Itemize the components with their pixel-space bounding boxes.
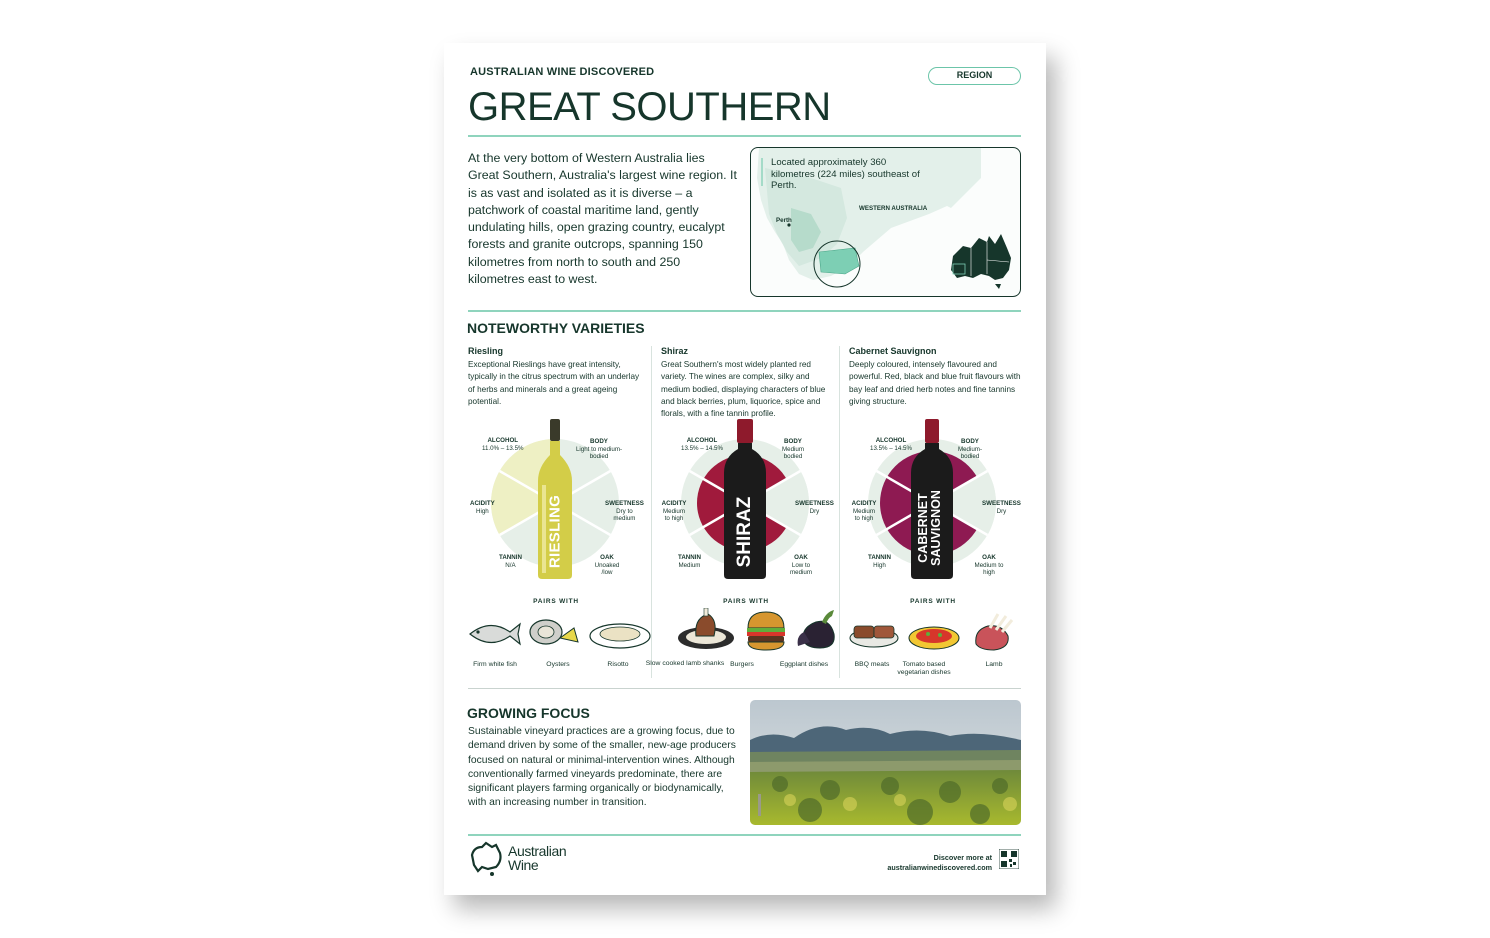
city-label: Perth [776, 217, 792, 224]
food-label: Risotto [607, 661, 629, 668]
body-label: BODY Medium-bodied [957, 438, 983, 460]
tannin-label: TANNIN N/A [499, 554, 522, 569]
tomato-dish-icon [909, 627, 959, 649]
section-divider [468, 310, 1021, 312]
intro-text: At the very bottom of Western Australia lies Great Southern, Australia's largest wine region. It is as vast and isolated as it is diverse – a patchwork of coastal maritime land, gently undulating hills, open grazing country, eucalypt forests and granite outcrops, spanning 150 kilometres from north to south and 250 kilometres east to west. [468, 151, 737, 287]
variety-name: Riesling [468, 346, 504, 356]
oak-label: OAK Unoaked /low [594, 554, 620, 576]
eggplant-icon [798, 610, 835, 648]
varieties-heading: NOTEWORTHY VARIETIES [467, 320, 645, 336]
acidity-label: ACIDITY Medium to high [661, 500, 687, 522]
food-label: BBQ meats [854, 661, 890, 668]
variety-riesling [468, 346, 646, 408]
region-badge[interactable]: REGION [928, 67, 1021, 85]
alcohol-label: ALCOHOL 11.0% – 13.5% [482, 437, 524, 452]
qr-code-icon[interactable] [999, 849, 1019, 869]
alcohol-label: ALCOHOL 13.5% – 14.5% [870, 437, 912, 452]
sweetness-label: SWEETNESS Dry [982, 500, 1021, 515]
location-map [750, 147, 1021, 297]
variety-shiraz [661, 346, 833, 420]
food-label: Firm white fish [473, 661, 517, 668]
tannin-label: TANNIN High [868, 554, 891, 569]
oak-label: OAK Low to medium [789, 554, 812, 576]
fish-icon [470, 624, 520, 644]
variety-desc: Deeply coloured, intensely flavoured and powerful. Red, black and blue fruit flavours with bay leaf and dried herb notes and fine tannins giving structure. [849, 360, 1021, 406]
food-label: Slow cooked lamb shanks [645, 660, 725, 667]
variety-name: Shiraz [661, 346, 689, 356]
vineyard-photo [750, 700, 1021, 825]
bottle-label: CABERNET SAUVIGNON [916, 490, 943, 566]
food-label: Eggplant dishes [779, 661, 829, 668]
logo-wordmark: Australian Wine [508, 843, 567, 873]
burger-icon [747, 612, 785, 650]
variety-desc: Exceptional Rieslings have great intensity, typically in the citrus spectrum with an underlay of herbs and minerals and a great ageing potential. [468, 360, 640, 406]
variety-name: Cabernet Sauvignon [849, 346, 937, 356]
lamb-rack-icon [976, 614, 1012, 650]
risotto-icon [590, 624, 650, 648]
bottle-label: RIESLING [546, 494, 564, 569]
map-note: Located approximately 360 kilometres (224 miles) southeast of Perth. [771, 157, 920, 191]
sweetness-label: SWEETNESS Dry to medium [605, 500, 644, 522]
acidity-label: ACIDITY Medium to high [851, 500, 877, 522]
food-label: Oysters [546, 661, 570, 668]
discover-more: Discover more at australianwinediscovered.com [887, 853, 992, 872]
oak-label: OAK Medium to high [974, 554, 1004, 576]
food-label: Tomato based vegetarian dishes [897, 661, 951, 677]
variety-desc: Great Southern's most widely planted red variety. The wines are complex, silky and medium bodied, displaying characters of blue and black berries, plum, liquorice, spice and florals, with a fine tannin profile. [661, 360, 826, 419]
section-divider [468, 688, 1021, 689]
pairs-heading: PAIRS WITH [533, 598, 579, 605]
brand-label: AUSTRALIAN WINE DISCOVERED [470, 66, 655, 78]
variety-cabernet [849, 346, 1024, 408]
body-label: BODY Medium bodied [781, 438, 804, 460]
fact-sheet [444, 43, 1046, 895]
page-title: GREAT SOUTHERN [468, 85, 831, 129]
footer-divider [468, 834, 1021, 836]
state-label: WESTERN AUSTRALIA [859, 205, 928, 212]
bottle-label: SHIRAZ [734, 496, 755, 568]
body-label: BODY Light to medium-bodied [575, 438, 623, 460]
bbq-meat-icon [850, 626, 898, 647]
food-label: Burgers [730, 661, 754, 668]
oyster-icon [530, 620, 578, 644]
pairs-heading: PAIRS WITH [910, 598, 956, 605]
tannin-label: TANNIN Medium [678, 554, 701, 569]
food-label: Lamb [985, 661, 1003, 668]
website-link[interactable]: australianwinediscovered.com [887, 862, 992, 872]
growing-text: Sustainable vineyard practices are a growing focus, due to demand driven by some of the smaller, new-age producers focused on natural or minimal-intervention wines. Although conventionally farmed vineyards predominate, there are significant players farming organically or biodynamically, with an increasing number in transition. [468, 726, 736, 809]
acidity-label: ACIDITY High [470, 500, 495, 515]
alcohol-label: ALCOHOL 13.5% – 14.5% [681, 437, 723, 452]
sweetness-label: SWEETNESS Dry [795, 500, 834, 515]
australia-inset [951, 234, 1011, 289]
growing-heading: GROWING FOCUS [467, 705, 590, 721]
australian-wine-logo-icon [468, 841, 504, 877]
food-illustrations [464, 608, 1036, 658]
pairs-heading: PAIRS WITH [723, 598, 769, 605]
title-divider [468, 135, 1021, 137]
lamb-shank-icon [678, 608, 734, 649]
